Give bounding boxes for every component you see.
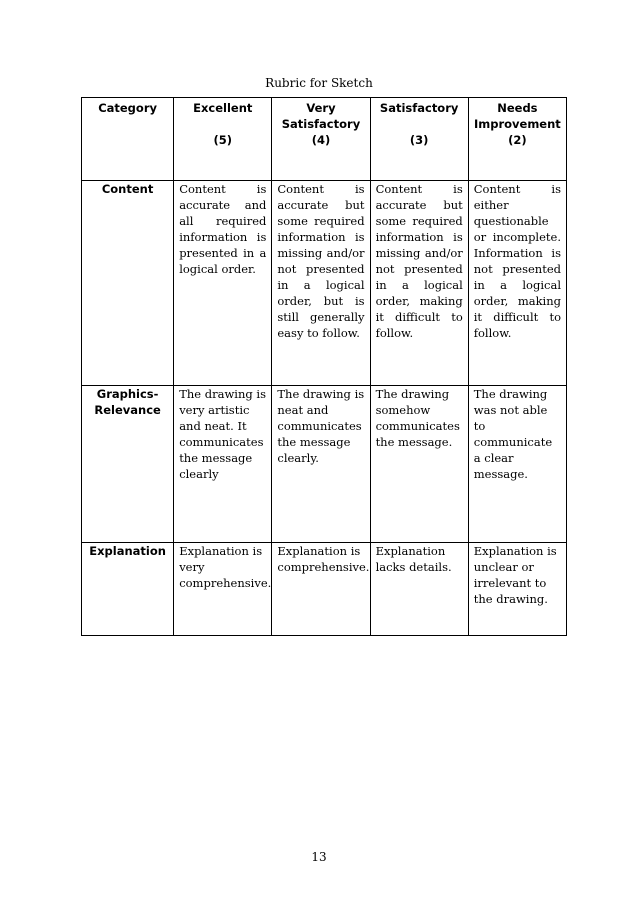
header-excellent — [174, 98, 272, 181]
header-needs-improvement-score: (2) — [508, 133, 527, 147]
header-row — [82, 98, 567, 181]
cell-very-satisfactory: Explanation is comprehensive. — [272, 543, 370, 636]
header-needs-improvement — [468, 98, 566, 181]
cell-needs-improvement: Content is either questionable or incomplete. Information is not presented in a logical order, making it difficult to follow. — [468, 181, 566, 386]
header-needs-improvement-label: Needs Improvement — [473, 101, 561, 131]
cell-excellent: Content is accurate and all required information is presented in a logical order. — [174, 181, 272, 386]
cell-excellent: The drawing is very artistic and neat. It communicates the message clearly — [174, 386, 272, 543]
cell-excellent: Explanation is very comprehensive. — [174, 543, 272, 636]
cell-satisfactory: Explanation lacks details. — [370, 543, 468, 636]
row-category: Content — [82, 181, 174, 386]
header-excellent-label: Excellent — [193, 101, 253, 115]
cell-satisfactory: The drawing somehow communicates the message. — [370, 386, 468, 543]
table-row-graphics-relevance — [82, 386, 567, 543]
page-title: Rubric for Sketch — [265, 76, 373, 90]
header-category-label: Category — [98, 101, 157, 115]
header-satisfactory-score: (3) — [409, 133, 429, 147]
header-very-satisfactory — [272, 98, 370, 181]
cell-needs-improvement: The drawing was not able to communicate a clear message. — [468, 386, 566, 543]
cell-needs-improvement: Explanation is unclear or irrelevant to the drawing. — [468, 543, 566, 636]
cell-very-satisfactory: Content is accurate but some required information is missing and/or not presented in a logical order, but is still generally easy to follow. — [272, 181, 370, 386]
cell-very-satisfactory: The drawing is neat and communicates the message clearly. — [272, 386, 370, 543]
header-excellent-score: (5) — [213, 133, 233, 147]
row-category: Graphics-Relevance — [82, 386, 174, 543]
table-row-content — [82, 181, 567, 386]
cell-satisfactory: Content is accurate but some required information is missing and/or not presented in a logical order, making it difficult to follow. — [370, 181, 468, 386]
header-very-satisfactory-score: (4) — [311, 133, 331, 147]
table-row-explanation — [82, 543, 567, 636]
header-satisfactory-label: Satisfactory — [379, 101, 459, 115]
row-category: Explanation — [82, 543, 174, 636]
header-very-satisfactory-label: Very Satisfactory — [281, 101, 361, 131]
page-number: 13 — [311, 850, 327, 864]
header-category — [82, 98, 174, 181]
rubric-table — [81, 97, 567, 636]
header-satisfactory — [370, 98, 468, 181]
